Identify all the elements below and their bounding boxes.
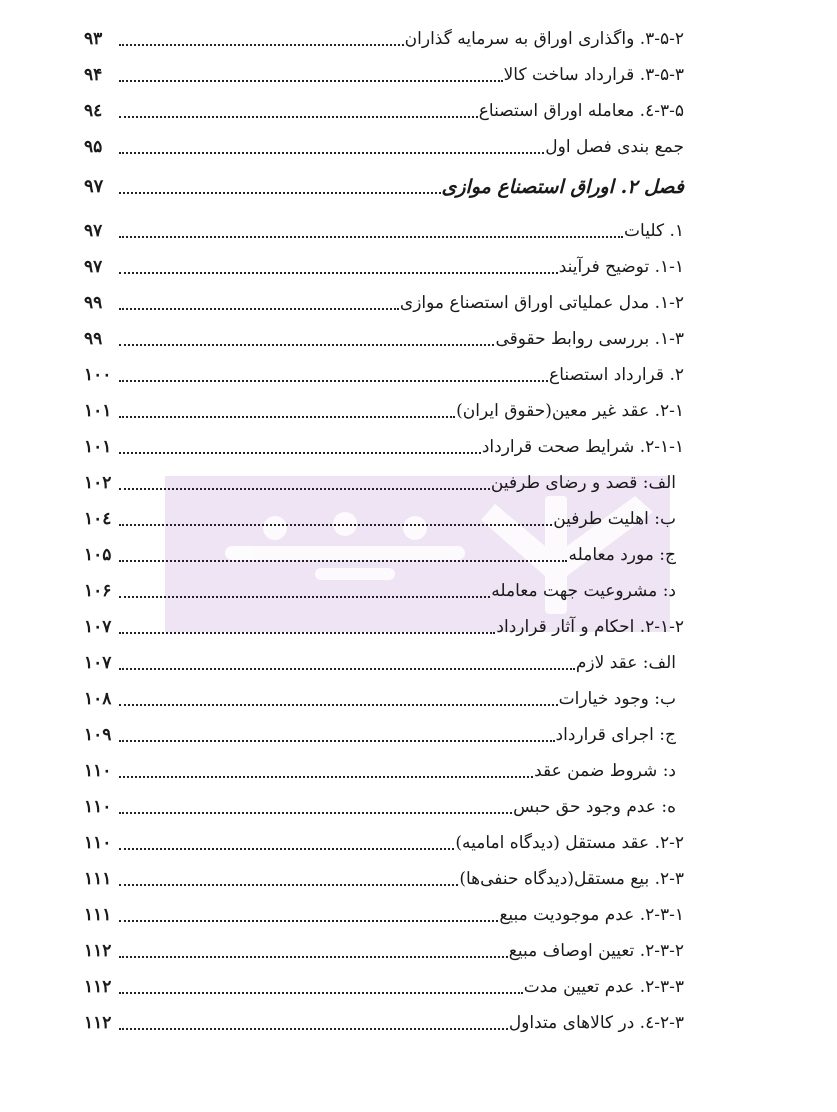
toc-page: ۹۹	[84, 329, 103, 349]
toc-title: ۳-۵-۲. واگذاری اوراق به سرمایه گذاران	[404, 29, 684, 49]
toc-page: ۱۱۱	[84, 905, 112, 925]
leader-dots	[119, 668, 575, 670]
toc-title: ب: وجود خیارات	[558, 689, 676, 709]
toc-row[interactable]	[84, 1000, 684, 1036]
toc-title: ۲-۳. بیع مستقل(دیدگاه حنفی‌ها)	[459, 869, 684, 889]
toc-title: ۲-۳-٤. در کالاهای متداول	[508, 1013, 684, 1033]
toc-title: ۲-۳-۲. تعیین اوصاف مبیع	[508, 941, 684, 961]
leader-dots	[119, 956, 508, 958]
leader-dots	[119, 776, 533, 778]
toc-page: ۱۰۵	[84, 545, 112, 565]
toc-title: ۲-۱-۱. شرایط صحت قرارداد	[481, 437, 684, 457]
leader-dots	[119, 236, 623, 238]
toc-page: ۱۱۲	[84, 977, 112, 997]
toc-row[interactable]	[84, 88, 684, 124]
toc-page: ۱۱۰	[84, 761, 112, 781]
leader-dots	[119, 116, 478, 118]
toc-title: الف: قصد و رضای طرفین	[490, 473, 676, 493]
toc-row[interactable]	[84, 928, 684, 964]
toc-row[interactable]	[84, 676, 684, 712]
toc-row[interactable]	[84, 964, 684, 1000]
toc-row[interactable]	[84, 16, 684, 52]
leader-dots	[119, 308, 399, 310]
leader-dots	[119, 380, 548, 382]
toc-title: ۲-۳-۳. عدم تعیین مدت	[523, 977, 684, 997]
toc-row[interactable]	[84, 316, 684, 352]
toc-row[interactable]	[84, 532, 684, 568]
leader-dots	[119, 1028, 508, 1030]
leader-dots	[119, 884, 458, 886]
toc-chapter-row[interactable]	[84, 164, 684, 200]
toc-title: ج: اجرای قرارداد	[555, 725, 676, 745]
toc-page: ۱۰۷	[84, 653, 112, 673]
toc-page: ۱۱۰	[84, 797, 112, 817]
toc-row[interactable]	[84, 424, 684, 460]
toc-chapter-title: فصل ۲. اوراق استصناع موازی	[441, 176, 684, 198]
toc-title: ۱-۱. توضیح فرآیند	[558, 257, 684, 277]
toc-row[interactable]	[84, 124, 684, 160]
toc-row[interactable]	[84, 784, 684, 820]
leader-dots	[119, 344, 494, 346]
toc-title: ۲. قرارداد استصناع	[549, 365, 684, 385]
toc-row[interactable]	[84, 388, 684, 424]
toc-title: ج: مورد معامله	[568, 545, 676, 565]
toc-page: ۱۱۲	[84, 941, 112, 961]
toc-title: ۲-۳-۱. عدم موجودیت مبیع	[499, 905, 684, 925]
toc-row[interactable]	[84, 820, 684, 856]
toc-row[interactable]	[84, 640, 684, 676]
toc-page: ۹۷	[84, 176, 104, 197]
toc-row[interactable]	[84, 568, 684, 604]
toc-title: جمع بندی فصل اول	[545, 137, 684, 157]
toc-title: د: شروط ضمن عقد	[534, 761, 676, 781]
toc-title: ۱-۲. مدل عملیاتی اوراق استصناع موازی	[399, 293, 684, 313]
leader-dots	[119, 632, 495, 634]
leader-dots	[119, 992, 523, 994]
leader-dots	[119, 920, 498, 922]
toc-page: ۱۰۱	[84, 401, 112, 421]
toc-page: ۱۰۷	[84, 617, 112, 637]
toc-title: ۱. کلیات	[624, 221, 684, 241]
toc-page: ۱۱۱	[84, 869, 112, 889]
leader-dots	[119, 416, 455, 418]
toc-row[interactable]	[84, 280, 684, 316]
toc-page: ۹۳	[84, 29, 103, 49]
toc-row[interactable]	[84, 52, 684, 88]
toc-row[interactable]	[84, 244, 684, 280]
leader-dots	[119, 44, 404, 46]
toc-page: ۹۹	[84, 293, 103, 313]
leader-dots	[119, 152, 544, 154]
toc-title: ۳-۵-۳. قرارداد ساخت کالا	[503, 65, 684, 85]
toc-title: ۲-۲. عقد مستقل (دیدگاه امامیه)	[455, 833, 684, 853]
leader-dots	[119, 560, 567, 562]
toc-row[interactable]	[84, 856, 684, 892]
toc-title: الف: عقد لازم	[575, 653, 676, 673]
toc-title: د: مشروعیت جهت معامله	[491, 581, 676, 601]
toc-title: ۱-۳. بررسی روابط حقوقی	[495, 329, 684, 349]
toc-row[interactable]	[84, 460, 684, 496]
toc-title: ب: اهلیت طرفین	[553, 509, 676, 529]
toc-page: ۱۰۰	[84, 365, 112, 385]
leader-dots	[119, 524, 552, 526]
toc-title: ۲-۱-۲. احکام و آثار قرارداد	[496, 617, 684, 637]
toc-page: ۱۰۲	[84, 473, 112, 493]
toc-page: ۱۱۲	[84, 1013, 112, 1033]
leader-dots	[119, 740, 555, 742]
toc-page: ۹۷	[84, 221, 103, 241]
leader-dots	[119, 80, 503, 82]
leader-dots	[119, 488, 490, 490]
toc-page: ۱۰۹	[84, 725, 112, 745]
toc-row[interactable]	[84, 892, 684, 928]
toc-row[interactable]	[84, 352, 684, 388]
leader-dots	[119, 272, 558, 274]
toc-title: ۲-۱. عقد غیر معین(حقوق ایران)	[456, 401, 684, 421]
leader-dots	[119, 596, 490, 598]
toc-row[interactable]	[84, 496, 684, 532]
toc-page: ۱۰۶	[84, 581, 112, 601]
toc-row[interactable]	[84, 604, 684, 640]
leader-dots	[119, 452, 481, 454]
leader-dots	[119, 812, 512, 814]
toc-title: ۳-۵-٤. معامله اوراق استصناع	[478, 101, 684, 121]
leader-dots	[119, 704, 558, 706]
toc-page: ۱۰۱	[84, 437, 112, 457]
toc-row[interactable]	[84, 208, 684, 244]
toc-page: ۱۰٤	[84, 509, 112, 529]
toc-page: ۹۵	[84, 137, 103, 157]
toc-page: ۹۷	[84, 257, 103, 277]
toc-page: ۱۰۸	[84, 689, 112, 709]
toc-page: ۱۱۰	[84, 833, 112, 853]
toc-page: ۹۴	[84, 65, 103, 85]
toc-page: ۹٤	[84, 101, 103, 121]
toc-row[interactable]	[84, 712, 684, 748]
toc-title: ه: عدم وجود حق حبس	[513, 797, 676, 817]
leader-dots	[119, 192, 441, 194]
toc-row[interactable]	[84, 748, 684, 784]
leader-dots	[119, 848, 454, 850]
